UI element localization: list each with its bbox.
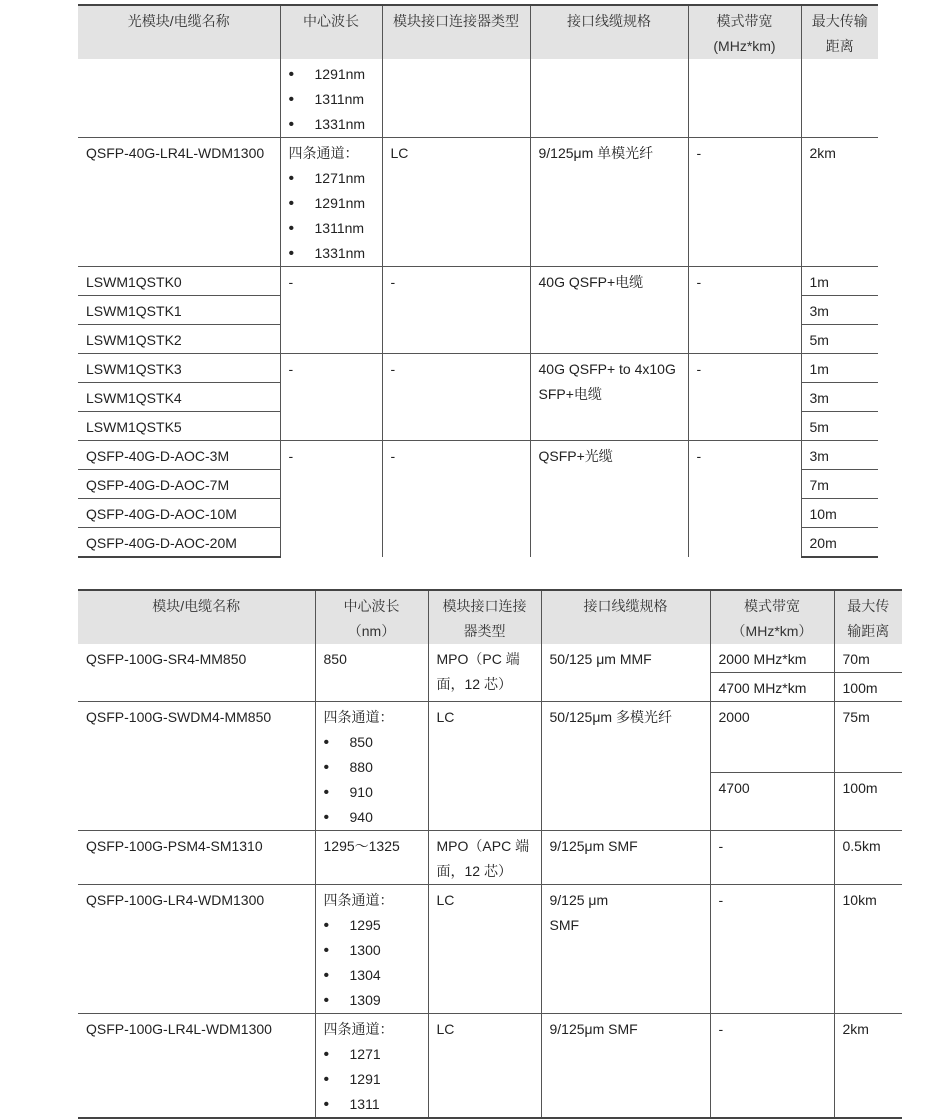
module-name: LSWM1QSTK4	[86, 390, 182, 406]
max-distance: 100m	[834, 773, 902, 831]
header-module-name: 光模块/电缆名称	[78, 5, 280, 59]
connector-type: MPO（PC 端面，12 芯）	[428, 644, 541, 702]
connector-type: MPO（APC 端面，12 芯）	[428, 831, 541, 885]
max-distance: 3m	[801, 441, 878, 470]
module-name: QSFP-100G-PSM4-SM1310	[86, 838, 263, 854]
header-max-distance: 最大传 输距离	[834, 590, 902, 644]
cable-spec: 50/125 μm MMF	[541, 644, 710, 702]
wavelength-item: • 1309	[324, 988, 420, 1013]
module-name-cell	[78, 59, 280, 138]
wavelength-cell	[315, 885, 428, 1014]
max-distance: 5m	[801, 412, 878, 441]
module-name: LSWM1QSTK1	[86, 303, 182, 319]
max-distance: 10km	[834, 885, 902, 1014]
modal-bandwidth: -	[688, 138, 801, 267]
max-distance: 2km	[801, 138, 878, 267]
wavelength: -	[280, 267, 382, 354]
cable-spec: 50/125μm 多模光纤	[541, 702, 710, 831]
module-name: LSWM1QSTK2	[86, 332, 182, 348]
header-connector-type: 模块接口连接 器类型	[428, 590, 541, 644]
connector-type: LC	[382, 138, 530, 267]
max-distance: 3m	[801, 383, 878, 412]
cable-spec: 9/125μm SMF	[541, 831, 710, 885]
wavelength-item: • 940	[324, 805, 420, 830]
wavelength-cell	[280, 138, 382, 267]
wavelength-item: • 910	[324, 780, 420, 805]
wavelength-item: • 1291	[324, 1067, 420, 1092]
module-name: QSFP-100G-SWDM4-MM850	[86, 709, 272, 725]
modal-bandwidth: 2000 MHz*km	[710, 644, 834, 673]
wavelength-item: • 1271	[324, 1042, 420, 1067]
max-distance: 75m	[834, 702, 902, 773]
module-name: QSFP-100G-SR4-MM850	[86, 651, 247, 667]
wavelength-item: • 1331nm	[289, 241, 374, 266]
module-name: QSFP-40G-D-AOC-7M	[86, 477, 230, 493]
max-distance: 2km	[834, 1014, 902, 1119]
wavelength-cell	[315, 702, 428, 831]
table-row	[78, 59, 878, 138]
modal-bandwidth: -	[688, 354, 801, 441]
modal-bandwidth: -	[688, 441, 801, 558]
modal-bandwidth: -	[710, 831, 834, 885]
wavelength-item: • 1271nm	[289, 166, 374, 191]
wavelength-item: • 1311	[324, 1092, 420, 1117]
max-distance: 7m	[801, 470, 878, 499]
header-cable-spec: 接口线缆规格	[541, 590, 710, 644]
wavelength: 1295～1325	[315, 831, 428, 885]
cable-spec: 40G QSFP+ to 4x10G SFP+电缆	[530, 354, 688, 441]
wavelength-item: • 1304	[324, 963, 420, 988]
cable-spec: 40G QSFP+电缆	[530, 267, 688, 354]
table-row	[78, 644, 902, 673]
max-distance: 3m	[801, 296, 878, 325]
connector-type: LC	[428, 702, 541, 831]
module-name: LSWM1QSTK0	[86, 274, 182, 290]
max-distance: 10m	[801, 499, 878, 528]
connector-type: LC	[428, 885, 541, 1014]
transceiver-table-40g	[78, 4, 878, 558]
module-name: QSFP-40G-D-AOC-10M	[86, 506, 237, 522]
module-name: QSFP-40G-D-AOC-20M	[78, 528, 280, 558]
max-distance: 1m	[801, 267, 878, 296]
wavelength: -	[280, 354, 382, 441]
header-connector-type: 模块接口连接器类型	[382, 5, 530, 59]
table-row	[78, 1014, 902, 1119]
connector-type: -	[382, 267, 530, 354]
channels-label: 四条通道：	[323, 709, 394, 725]
wavelength-item: • 1291nm	[289, 62, 374, 87]
cable-spec: QSFP+光缆	[530, 441, 688, 558]
channels-label: 四条通道：	[323, 892, 394, 908]
cable-spec: 9/125μm 单模光纤	[530, 138, 688, 267]
table-row	[78, 354, 878, 383]
modal-bandwidth: -	[710, 885, 834, 1014]
wavelength-item: • 880	[324, 755, 420, 780]
connector-type: -	[382, 441, 530, 558]
wavelength-item: • 1295	[324, 913, 420, 938]
cable-spec: 9/125μm SMF	[541, 1014, 710, 1119]
header-center-wavelength: 中心波长 （nm）	[315, 590, 428, 644]
table-row	[78, 702, 902, 773]
module-name: QSFP-40G-D-AOC-3M	[86, 448, 230, 464]
connector-type: LC	[428, 1014, 541, 1119]
module-name: QSFP-40G-LR4L-WDM1300	[86, 145, 265, 161]
table-row	[78, 138, 878, 267]
transceiver-table-100g	[78, 589, 902, 1119]
table-row	[78, 441, 878, 470]
table-row	[78, 831, 902, 885]
wavelength-item: • 1291nm	[289, 191, 374, 216]
max-distance: 1m	[801, 354, 878, 383]
max-distance: 0.5km	[834, 831, 902, 885]
wavelength-cell	[315, 1014, 428, 1119]
header-center-wavelength: 中心波长	[280, 5, 382, 59]
max-distance: 100m	[834, 673, 902, 702]
module-name: LSWM1QSTK5	[86, 419, 182, 435]
channels-label: 四条通道：	[323, 1021, 394, 1037]
wavelength-item: • 1311nm	[289, 87, 374, 112]
wavelength: 850	[315, 644, 428, 702]
wavelength-cell	[280, 59, 382, 138]
modal-bandwidth: -	[710, 1014, 834, 1119]
wavelength-item: • 850	[324, 730, 420, 755]
table-row	[78, 885, 902, 1014]
header-module-name: 模块/电缆名称	[78, 590, 315, 644]
connector-type: -	[382, 354, 530, 441]
wavelength-item: • 1331nm	[289, 112, 374, 137]
modal-bandwidth: 4700	[710, 773, 834, 831]
header-modal-bandwidth: 模式带宽 （MHz*km）	[710, 590, 834, 644]
max-distance: 5m	[801, 325, 878, 354]
module-name: QSFP-100G-LR4L-WDM1300	[78, 1014, 315, 1119]
wavelength: -	[280, 441, 382, 558]
header-cable-spec: 接口线缆规格	[530, 5, 688, 59]
modal-bandwidth: 2000	[710, 702, 834, 773]
wavelength-item: • 1300	[324, 938, 420, 963]
module-name: QSFP-100G-LR4-WDM1300	[86, 892, 265, 908]
cable-spec: 9/125 μm SMF	[541, 885, 710, 1014]
modal-bandwidth: 4700 MHz*km	[710, 673, 834, 702]
table-row	[78, 267, 878, 296]
max-distance: 20m	[801, 528, 878, 558]
wavelength-item: • 1311nm	[289, 216, 374, 241]
max-distance: 70m	[834, 644, 902, 673]
module-name: LSWM1QSTK3	[86, 361, 182, 377]
header-modal-bandwidth: 模式带宽 (MHz*km)	[688, 5, 801, 59]
channels-label: 四条通道：	[288, 145, 359, 161]
modal-bandwidth: -	[688, 267, 801, 354]
header-max-distance: 最大传输 距离	[801, 5, 878, 59]
